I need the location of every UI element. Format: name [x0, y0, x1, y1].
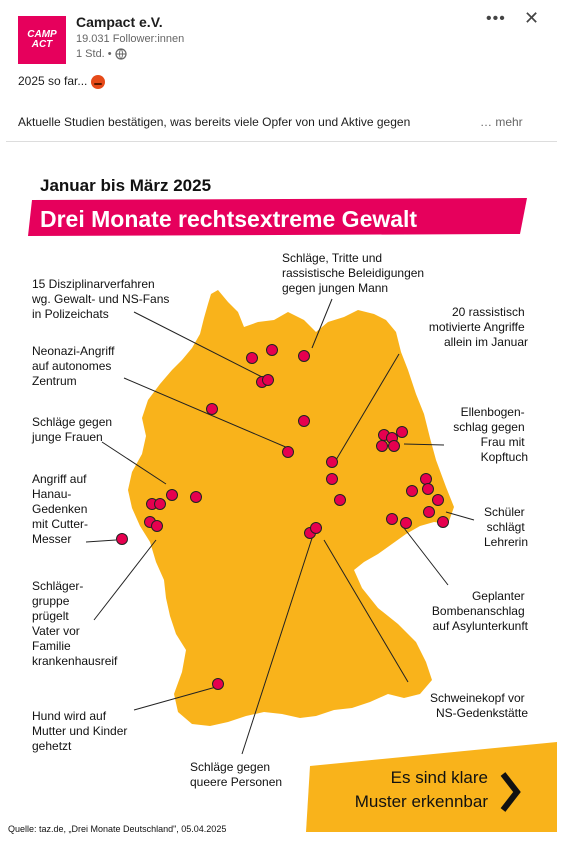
see-more-link[interactable]: … mehr: [480, 115, 523, 129]
logo-line1: CAMP: [27, 29, 57, 40]
incident-marker[interactable]: [247, 353, 258, 364]
annotation-polizeichats: 15 Disziplinarverfahren wg. Gewalt- und NS-Fans in Polizeichats: [32, 277, 170, 321]
follower-count: 19.031 Follower:innen: [76, 33, 185, 45]
annotation-hanau: Angriff auf Hanau- Gedenken mit Cutter- Messer: [32, 472, 89, 546]
graphic-headline: Drei Monate rechtsextreme Gewalt: [40, 206, 418, 232]
source-note: Quelle: taz.de, „Drei Monate Deutschland", 05.04.2025: [8, 824, 227, 834]
cta-banner[interactable]: [306, 742, 557, 832]
incident-marker[interactable]: [438, 517, 449, 528]
annotation-lehrerin: Schüler schlägt Lehrerin: [483, 505, 528, 549]
incident-marker[interactable]: [152, 521, 163, 532]
globe-icon: [115, 48, 127, 60]
incident-marker[interactable]: [267, 345, 278, 356]
incident-marker[interactable]: [207, 404, 218, 415]
cta-line2: Muster erkennbar: [354, 792, 488, 811]
post-image[interactable]: [6, 141, 557, 838]
incident-marker[interactable]: [389, 441, 400, 452]
annotation-junge-frauen: Schläge gegen junge Frauen: [32, 415, 113, 444]
post-description: Aktuelle Studien bestätigen, was bereits viele Opfer von und Aktive gegen: [18, 115, 411, 129]
annotation-queere-personen: Schläge gegen queere Personen: [190, 760, 283, 789]
incident-marker[interactable]: [407, 486, 418, 497]
annotation-bombenanschlag: Geplanter Bombenanschlag auf Asylunterkunft: [431, 589, 528, 633]
post-meta: [76, 48, 127, 60]
annotation-schweinekopf: Schweinekopf vor NS-Gedenkstätte: [429, 691, 528, 720]
incident-marker[interactable]: [387, 514, 398, 525]
cta-line1: Es sind klare: [390, 768, 488, 787]
incident-marker[interactable]: [377, 441, 388, 452]
incident-marker[interactable]: [424, 507, 435, 518]
incident-marker[interactable]: [401, 518, 412, 529]
post-time: 1 Std. •: [76, 48, 112, 60]
incident-marker[interactable]: [191, 492, 202, 503]
annotation-20-angriffe: 20 rassistisch motivierte Angriffe allein im Januar: [428, 305, 528, 349]
annotation-kopftuch: Ellenbogen- schlag gegen Frau mit Kopftuch: [453, 405, 528, 464]
post-header: [0, 0, 563, 72]
incident-marker[interactable]: [327, 474, 338, 485]
logo-line2: ACT: [31, 39, 53, 50]
close-icon[interactable]: ✕: [524, 8, 540, 28]
incident-marker[interactable]: [283, 447, 294, 458]
incident-marker[interactable]: [423, 484, 434, 495]
incident-marker[interactable]: [263, 375, 274, 386]
graphic-period: Januar bis März 2025: [40, 176, 212, 195]
angry-face-icon: [91, 75, 105, 89]
post-text: [18, 74, 105, 89]
incident-marker[interactable]: [299, 351, 310, 362]
org-name[interactable]: Campact e.V.: [76, 14, 163, 30]
incident-marker[interactable]: [299, 416, 310, 427]
more-options-icon[interactable]: •••: [486, 10, 506, 27]
incident-marker[interactable]: [167, 490, 178, 501]
incident-marker[interactable]: [117, 534, 128, 545]
incident-marker[interactable]: [421, 474, 432, 485]
incident-marker[interactable]: [213, 679, 224, 690]
campact-logo[interactable]: [18, 16, 66, 64]
post-text-content: 2025 so far...: [18, 74, 88, 88]
annotation-schlaegergruppe: Schläger- gruppe prügelt Vater vor Familie krankenhausreif: [32, 579, 118, 668]
annotation-junger-mann: Schläge, Tritte und rassistische Beleidigungen gegen jungen Mann: [282, 251, 425, 295]
annotation-neonazi-angriff: Neonazi-Angriff auf autonomes Zentrum: [32, 344, 115, 388]
incident-marker[interactable]: [433, 495, 444, 506]
incident-marker[interactable]: [155, 499, 166, 510]
incident-marker[interactable]: [397, 427, 408, 438]
incident-marker[interactable]: [311, 523, 322, 534]
annotation-hund: Hund wird auf Mutter und Kinder gehetzt: [32, 709, 128, 753]
incident-marker[interactable]: [327, 457, 338, 468]
incident-marker[interactable]: [335, 495, 346, 506]
infographic: [6, 142, 557, 838]
germany-map: [128, 290, 454, 726]
